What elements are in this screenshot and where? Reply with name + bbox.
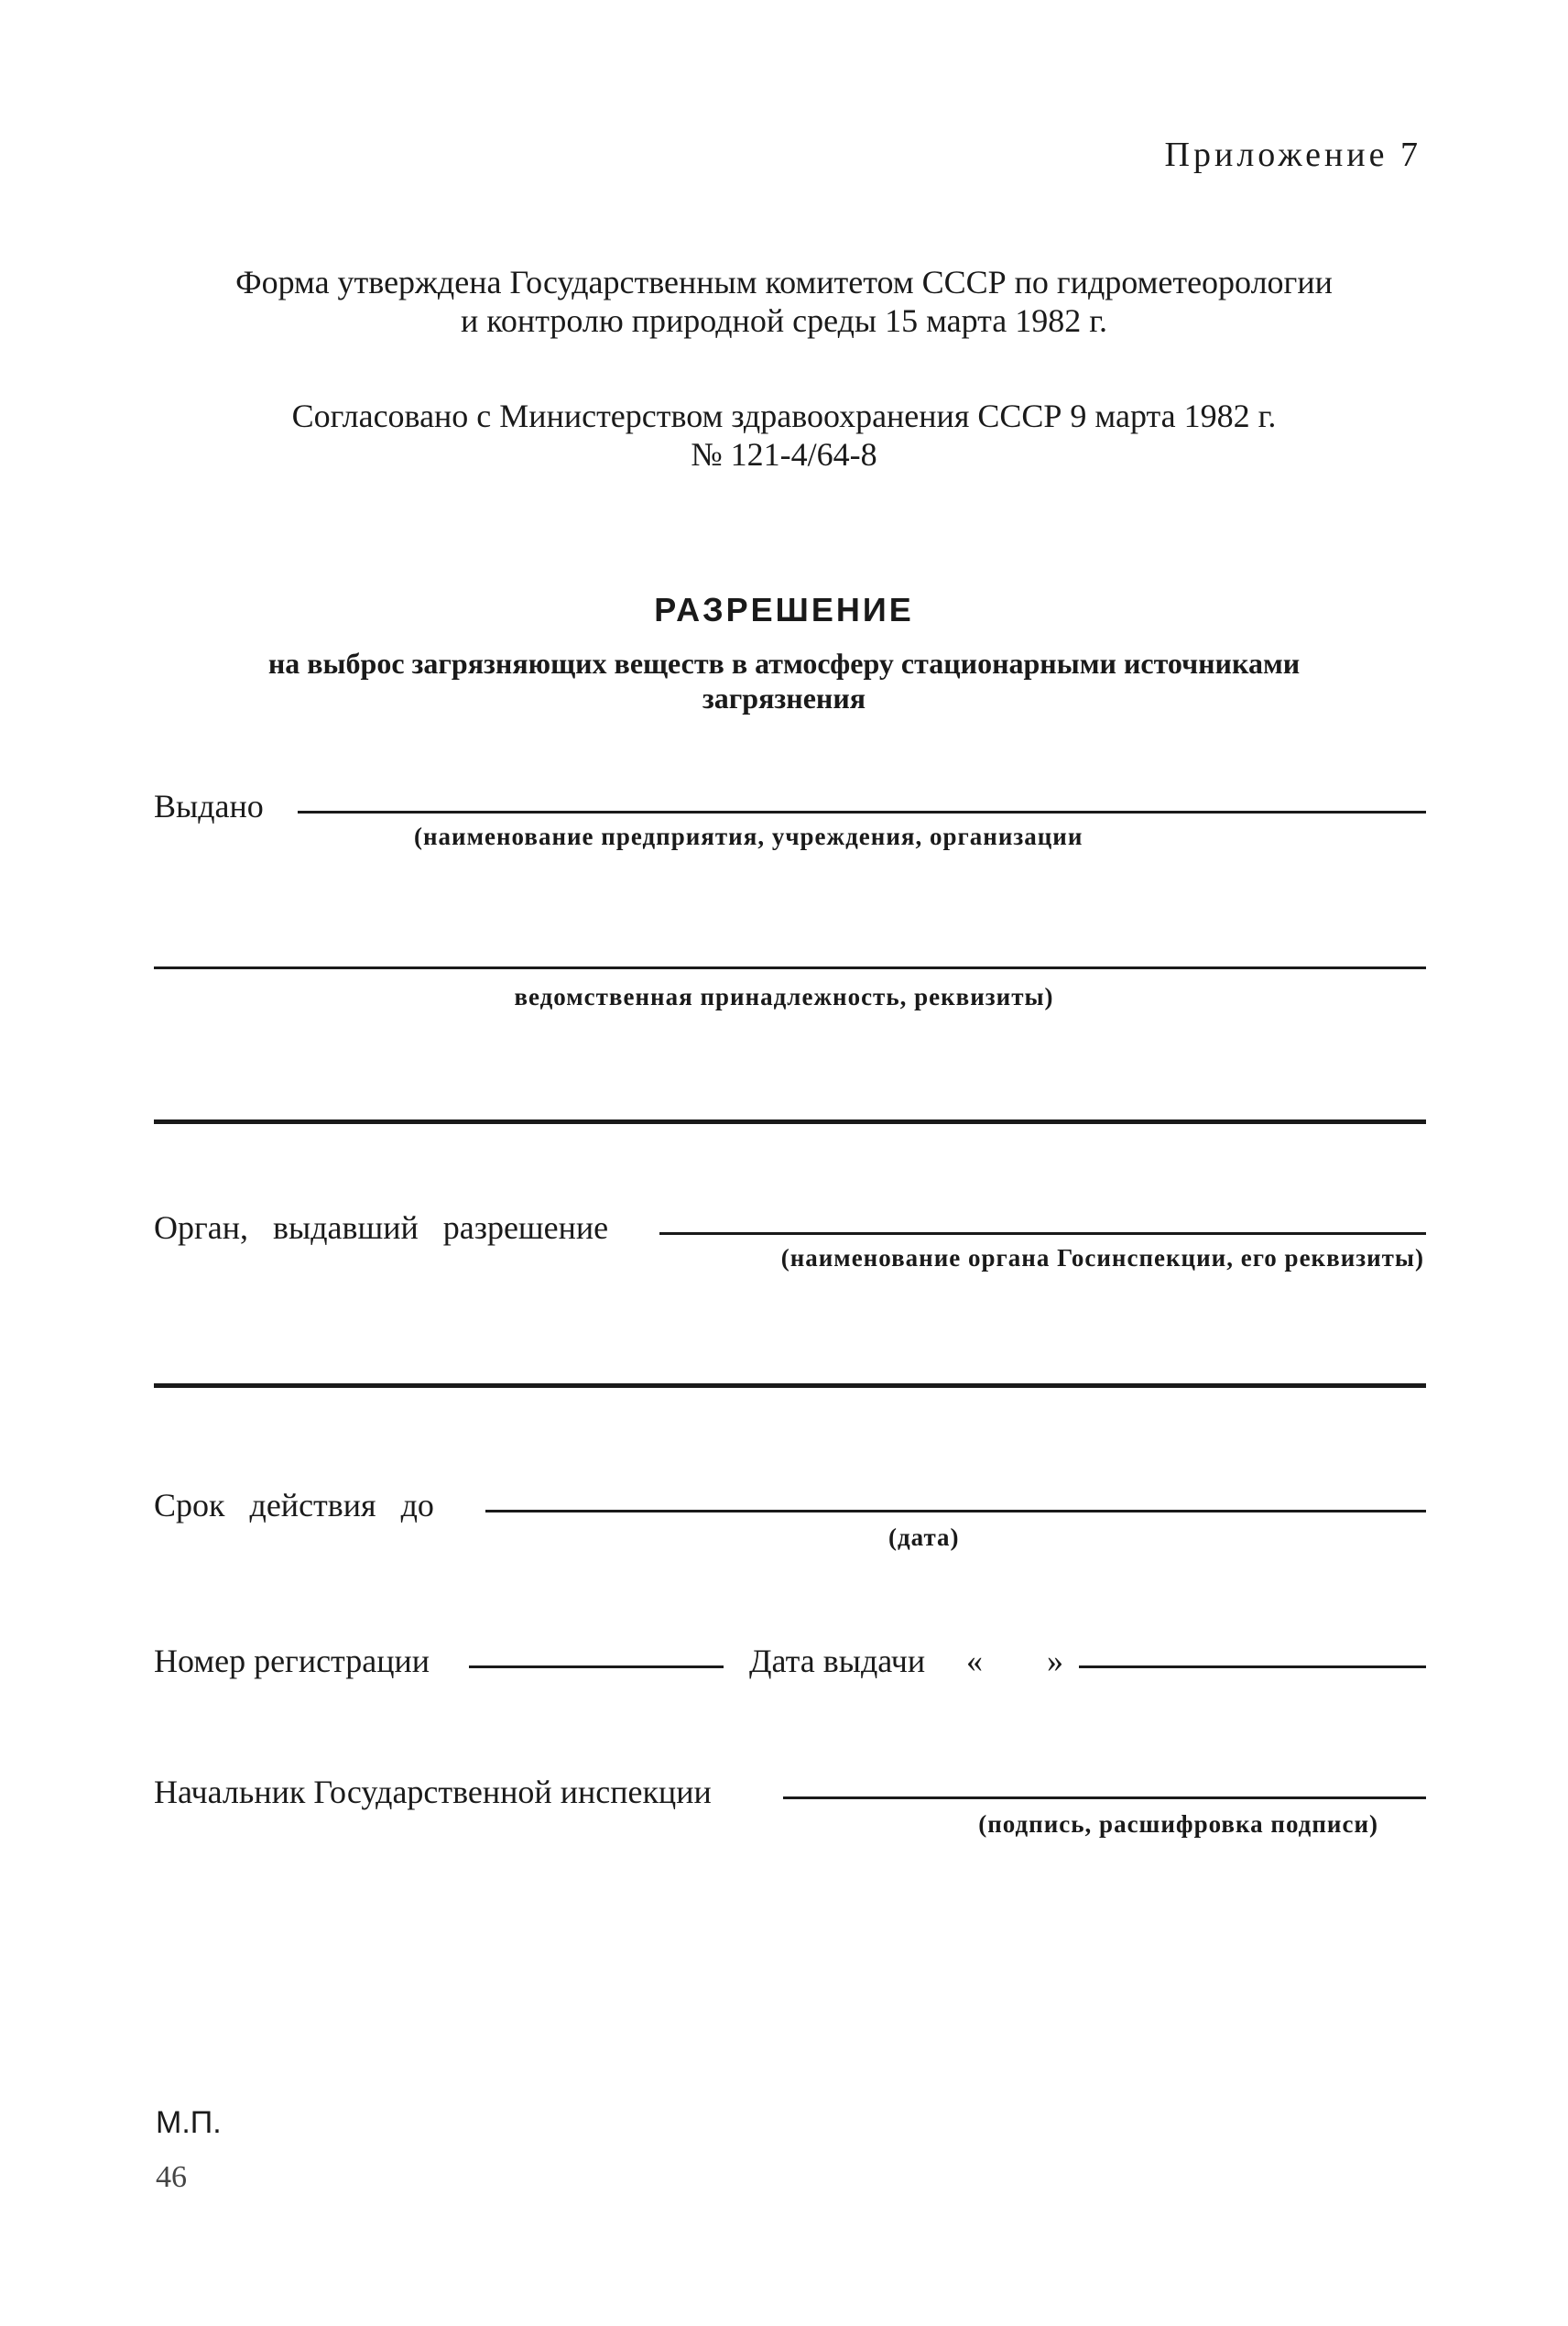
- issued-input-line-3[interactable]: [154, 1119, 1426, 1124]
- issued-input-line-2[interactable]: [154, 966, 1426, 969]
- issue-date-label: Дата выдачи: [749, 1643, 926, 1679]
- agreement-line-1: Согласовано с Министерством здравоохранения СССР 9 марта 1982 г.: [291, 398, 1277, 434]
- validity-input-line[interactable]: [485, 1510, 1426, 1512]
- approval-line-1: Форма утверждена Государственным комитетом СССР по гидрометеорологии: [235, 264, 1333, 300]
- authority-input-line[interactable]: [659, 1232, 1426, 1235]
- document-subtitle-line-2: загрязнения: [702, 682, 866, 715]
- agreement-line-2: № 121-4/64-8: [691, 436, 877, 473]
- issued-hint-1: (наименование предприятия, учреждения, организации: [414, 823, 1083, 850]
- authority-input-line-2[interactable]: [154, 1383, 1426, 1388]
- appendix-label: Приложение 7: [1164, 136, 1421, 174]
- approval-line-2: и контролю природной среды 15 марта 1982 г.: [461, 302, 1107, 339]
- issue-date-quote-open: «: [966, 1643, 983, 1679]
- validity-label: Срок действия до: [154, 1487, 434, 1523]
- authority-label: Орган, выдавший разрешение: [154, 1209, 609, 1246]
- issued-input-line[interactable]: [298, 811, 1426, 814]
- document-subtitle-line-1: на выброс загрязняющих веществ в атмосферу стационарными источниками: [267, 647, 1301, 680]
- validity-hint: (дата): [888, 1523, 960, 1551]
- issue-day-input[interactable]: [994, 1640, 1051, 1676]
- stamp-placeholder: М.П.: [156, 2105, 222, 2140]
- head-label: Начальник Государственной инспекции: [154, 1774, 712, 1810]
- document-title: РАЗРЕШЕНИЕ: [654, 591, 914, 628]
- issued-label: Выдано: [154, 788, 264, 824]
- registration-input-line[interactable]: [469, 1665, 724, 1668]
- head-signature-line[interactable]: [783, 1796, 1426, 1799]
- issue-date-quote-close: »: [1047, 1643, 1063, 1679]
- registration-label: Номер регистрации: [154, 1643, 430, 1679]
- issue-date-input-line[interactable]: [1079, 1665, 1426, 1668]
- issued-hint-2: ведомственная принадлежность, реквизиты): [514, 983, 1054, 1010]
- page-number: 46: [156, 2160, 187, 2194]
- authority-hint: (наименование органа Госинспекции, его реквизиты): [780, 1244, 1424, 1272]
- head-hint: (подпись, расшифровка подписи): [978, 1810, 1378, 1838]
